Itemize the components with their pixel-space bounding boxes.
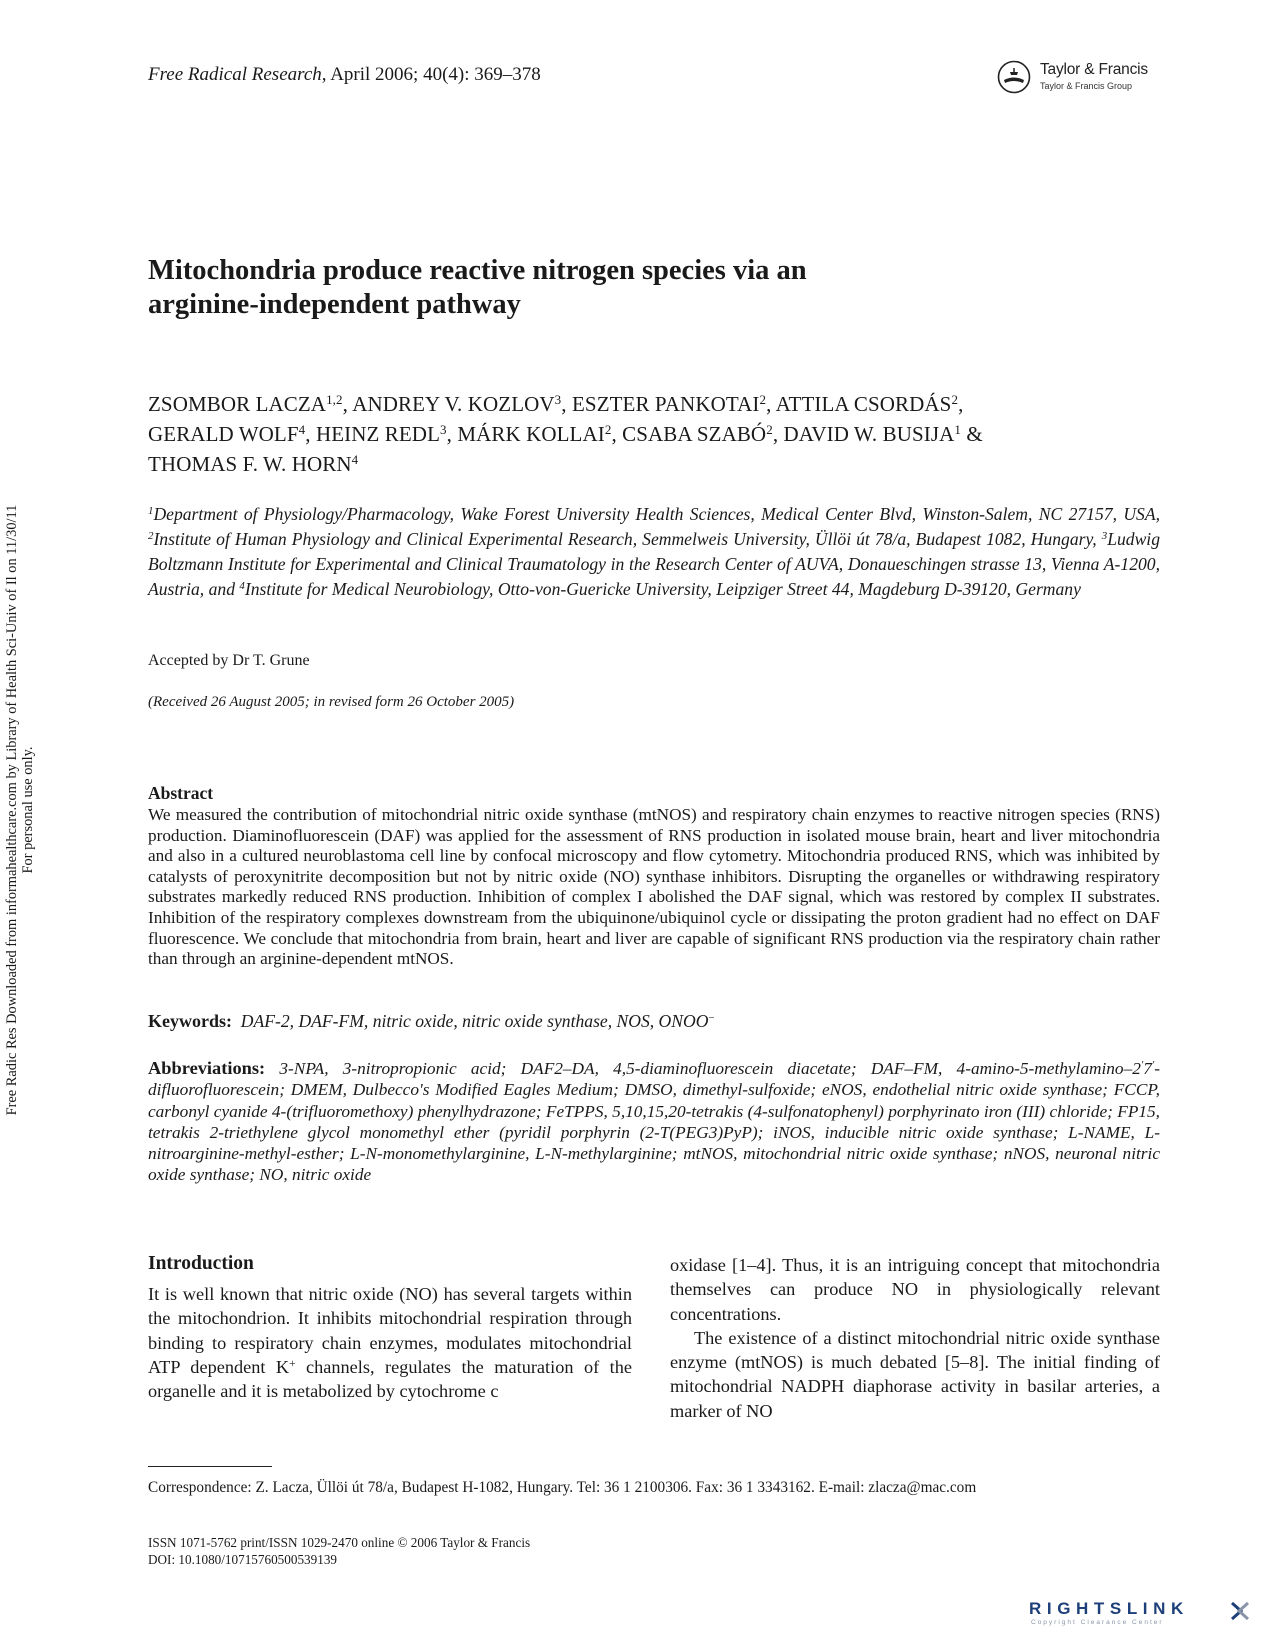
abstract-text: We measured the contribution of mitochondrial nitric oxide synthase (mtNOS) and respiratory chain enzymes to reactive nitrogen species (RNS) production. Diaminofluorescein (DAF) was applied for the assessment of RNS production in isolated mouse brain, heart and liver mitochondria and also in a cultured neuroblastoma cell line by confocal microscopy and flow cytometry. Mitochondria produced RNS, which was inhibited by catalysts of peroxynitrite decomposition but not by nitric oxide (NO) synthase inhibitors. Disrupting the organelles or withdrawing respiratory substrates markedly reduced RNS production. Inhibition of complex I abolished the DAF signal, which was restored by complex II substrates. Inhibition of the respiratory complexes downstream from the ubiquinone/ubiquinol cycle or dissipating the proton gradient had no effect on DAF fluorescence. We conclude that mitochondria from brain, heart and liver are capable of significant RNS production via the respiratory chain rather than through an arginine-dependent mtNOS.: [148, 805, 1160, 969]
author: ATTILA CSORDÁS$^2$,: [775, 391, 964, 416]
intro-left-column: It is well known that nitric oxide (NO) has several targets within the mitochondrion. It inhibits mitochondrial respiration through binding to respiratory chain enzymes, modulates mitochondrial ATP dependent K+ channels, regulates the maturation of the organelle and it is metabolized by cytochrome c: [148, 1284, 632, 1402]
abbreviations: Abbreviations: 3-NPA, 3-nitropropionic acid; DAF2–DA, 4,5-diaminofluorescein diacetate; DAF–FM, 4-amino-5-methylamino–2′7′-difluorofluorescein; DMEM, Dulbecco's Modified Eagles Medium; DMSO, dimethyl-sulfoxide; eNOS, endothelial nitric oxide synthase; FCCP, carbonyl cyanide 4-(trifluoromethoxy) phenylhydrazone; FeTPPS, 5,10,15,20-tetrakis (4-sulfonatophenyl) porphyrinato iron (III) chloride; FP15, tetrakis 2-triethylene glycol monomethyl ether (pyridil porphyrin (2-T(PEG3)PyP); iNOS, inducible nitric oxide synthase; L-NAME, L-nitroarginine-methyl-esther; L-N-monomethylarginine, L-N-methylarginine; mtNOS, mitochondrial nitric oxide synthase; nNOS, neuronal nitric oxide synthase; NO, nitric oxide: [148, 1058, 1160, 1185]
rightslink-text: RIGHTSLINK: [1029, 1599, 1189, 1618]
abbreviations-label: Abbreviations:: [148, 1058, 266, 1078]
issn: ISSN 1071-5762 print/ISSN 1029-2470 online © 2006 Taylor & Francis: [148, 1535, 531, 1550]
author: ESZTER PANKOTAI$^2$,: [571, 391, 776, 416]
title-line-1: Mitochondria produce reactive nitrogen species via an: [148, 255, 807, 286]
journal-name: Free Radical Research: [148, 64, 322, 85]
doi[interactable]: DOI: 10.1080/10715760500539139: [148, 1552, 338, 1567]
issn-doi: [148, 1534, 530, 1568]
paragraph: The existence of a distinct mitochondrial nitric oxide synthase enzyme (mtNOS) is much debated [5–8]. The initial finding of mitochondrial NADPH diaphorase activity in basilar arteries, a marker of NO: [670, 1327, 1160, 1421]
author: ZSOMBOR LACZA$^{1,2}$,: [148, 391, 353, 416]
author-list: [148, 389, 1160, 479]
journal-details: , April 2006; 40(4): 369–378: [321, 64, 541, 85]
affiliation: Institute for Medical Neurobiology, Otto-von-Guericke University, Leipziger Street 44, Magdeburg D-39120, Germany: [244, 579, 1081, 599]
journal-citation: [148, 64, 541, 86]
author: THOMAS F. W. HORN$^4$: [148, 451, 359, 476]
title-line-2: arginine-independent pathway: [148, 289, 521, 320]
affiliation: Department of Physiology/Pharmacology, Wake Forest University Health Sciences, Medical Center Blvd, Winston-Salem, NC 27157, USA,: [153, 504, 1160, 524]
chevron-left-icon: [1239, 1603, 1248, 1619]
keywords-label: Keywords:: [148, 1011, 232, 1031]
keywords-text: DAF-2, DAF-FM, nitric oxide, nitric oxide synthase, NOS, ONOO: [240, 1011, 709, 1031]
watermark-line-2: For personal use only.: [20, 746, 36, 874]
affiliation: Institute of Human Physiology and Clinical Experimental Research, Semmelweis University, Üllöi út 78/a, Budapest 1082, Hungary,: [153, 529, 1102, 549]
abstract-heading: Abstract: [148, 783, 214, 803]
publisher-group: Taylor & Francis Group: [1040, 81, 1133, 91]
intro-right-column: [670, 1253, 1160, 1423]
author: ANDREY V. KOZLOV$^3$,: [352, 391, 572, 416]
keywords: Keywords: DAF-2, DAF-FM, nitric oxide, nitric oxide synthase, NOS, ONOO−: [148, 1011, 715, 1031]
author: MÁRK KOLLAI$^2$,: [457, 421, 623, 446]
author: DAVID W. BUSIJA$^1$ &: [783, 421, 983, 446]
paragraph: oxidase [1–4]. Thus, it is an intriguing concept that mitochondria themselves can produce NO in physiologically relevant concentrations.: [670, 1255, 1160, 1324]
book-lamp-icon: [997, 60, 1031, 94]
affiliation: Ludwig Boltzmann Institute for Experimental and Clinical Traumatology in the Research Center of AUVA, Donaueschingen strasse 13, Vienna A-1200, Austria, and: [148, 529, 1160, 599]
rightslink-sub: Copyright Clearance Center: [1031, 1619, 1164, 1626]
rightslink-logo[interactable]: [1029, 1597, 1259, 1627]
introduction-heading: Introduction: [148, 1253, 254, 1274]
author: GERALD WOLF$^4$,: [148, 421, 316, 446]
publisher-logo[interactable]: [997, 58, 1157, 98]
author: HEINZ REDL$^3$,: [315, 421, 458, 446]
received-dates: (Received 26 August 2005; in revised form 26 October 2005): [148, 694, 515, 710]
correspondence: Correspondence: Z. Lacza, Üllöi út 78/a, Budapest H-1082, Hungary. Tel: 36 1 2100306. Fax: 36 1 3343162. E-mail: zlacza@mac.com: [148, 1479, 977, 1496]
watermark-line-1: Free Radic Res Downloaded from informahealthcare.com by Library of Health Sci-Univ of Il on 11/30/11: [4, 504, 20, 1116]
publisher-brand: Taylor & Francis: [1040, 61, 1148, 78]
affiliations: $^1$Department of Physiology/Pharmacology, Wake Forest University Health Sciences, Medical Center Blvd, Winston-Salem, NC 27157, USA, $^2$Institute of Human Physiology and Clinical Experimental Research, Semmelweis University, Üllöi út 78/a, Budapest 1082, Hungary, $^3$Ludwig Boltzmann Institute for Experimental and Clinical Traumatology in the Research Center of AUVA, Donaueschingen strasse 13, Vienna A-1200, Austria, and $^4$Institute for Medical Neurobiology, Otto-von-Guericke University, Leipziger Street 44, Magdeburg D-39120, Germany: [148, 504, 1160, 599]
footnote-divider: [148, 1466, 272, 1467]
article-title: [148, 254, 1048, 322]
author: CSABA SZABÓ$^2$,: [622, 421, 784, 446]
download-watermark: [4, 430, 36, 1190]
accepted-by: Accepted by Dr T. Grune: [148, 652, 310, 669]
